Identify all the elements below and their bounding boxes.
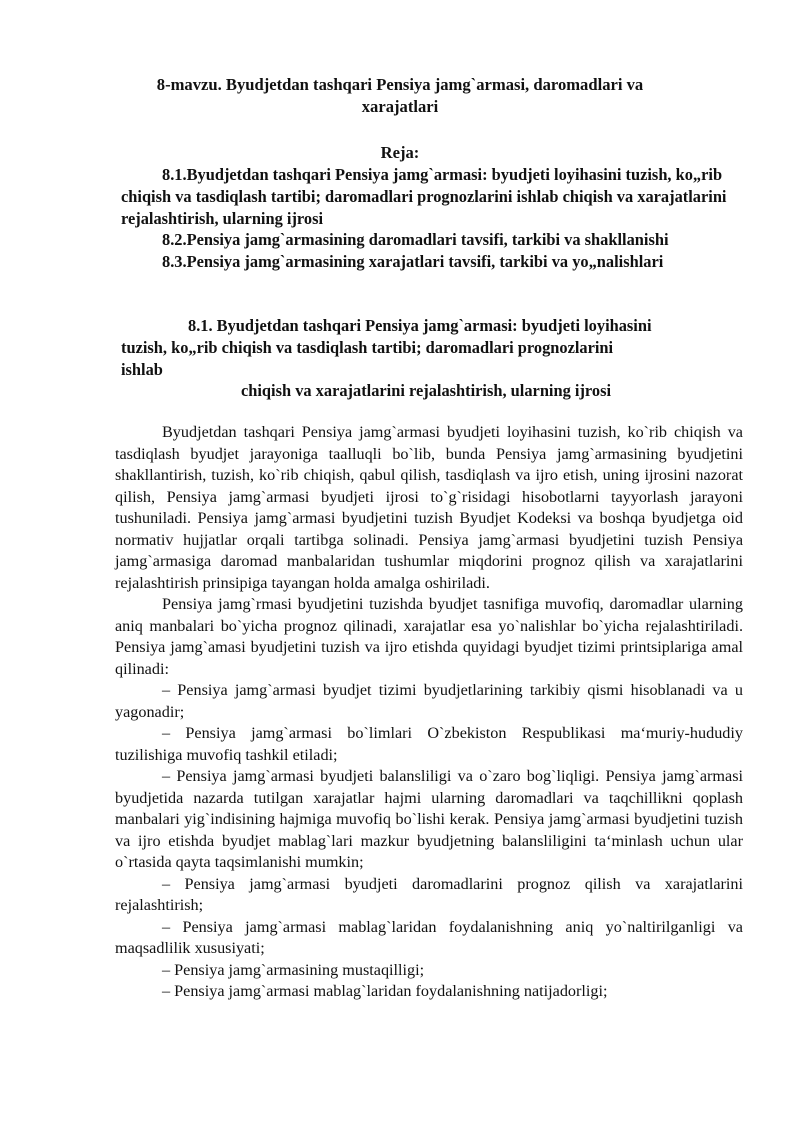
- plan-list: [121, 164, 746, 273]
- section-heading-line-1: 8.1. Byudjetdan tashqari Pensiya jamg`armasi: byudjeti loyihasini: [188, 316, 652, 335]
- principle-list-item: – Pensiya jamg`armasining mustaqilligi;: [162, 960, 425, 979]
- section-heading-line-3: ishlab: [121, 359, 163, 379]
- section-heading: [121, 315, 721, 402]
- plan-item-3: 8.3.Pensiya jamg`armasining xarajatlari tavsifi, tarkibi va yo„nalishlari: [162, 252, 664, 272]
- principle-list-item: – Pensiya jamg`armasi byudjeti daromadlarini prognoz qilish va xarajatlarini rejalashtirish;: [115, 874, 743, 914]
- body-paragraph: Pensiya jamg`rmasi byudjetini tuzishda byudjet tasnifiga muvofiq, daromadlar ularning aniq manbalari bo`yicha prognoz qilinadi, xarajatlar esa yo`nalishlar bo`yicha rejalashtiriladi. Pensiya jamg`amasi byudjetini tuzish va ijro etishda quyidagi byudjet tizimi printsiplariga amal qilinadi:: [115, 595, 743, 678]
- plan-item-1: 8.1.Byudjetdan tashqari Pensiya jamg`armasi: byudjeti loyihasini tuzish, ko„rib chiqish va tasdiqlash tartibi; daromadlari prognozlarini ishlab chiqish va xarajatlarini rejalashtirish, ularning ijrosi: [121, 165, 727, 228]
- principle-list-item: – Pensiya jamg`armasi byudjeti balansliligi va o`zaro bog`liqligi. Pensiya jamg`armasi byudjetida nazarda tutilgan xarajatlar hajmi ularning daromadlari va taqchillikni qoplash manbalari yig`indisining hajmiga muvofiq bo`lishi kerak. Pensiya jamg`armasi byudjetini tuzish va ijro etishda byudjet mablag`lari mazkur byudjetning balansliligini ta‘minlash uchun ular o`rtasida qayta taqsimlanishi mumkin;: [115, 767, 743, 871]
- principle-list-item: – Pensiya jamg`armasi mablag`laridan foydalanishning aniq yo`naltirilganligi va maqsadlilik xususiyati;: [115, 917, 743, 957]
- section-heading-line-2: tuzish, ko„rib chiqish va tasdiqlash tartibi; daromadlari prognozlarini: [121, 337, 614, 357]
- section-body: [115, 422, 743, 1003]
- section-heading-line-4: chiqish va xarajatlarini rejalashtirish, ularning ijrosi: [240, 381, 612, 401]
- body-paragraph: Byudjetdan tashqari Pensiya jamg`armasi byudjeti loyihasini tuzish, ko`rib chiqish va tasdiqlash byudjet jarayoniga taalluqli bo`lib, bunda Pensiya jamg`armasining byudjetini shakllantirish, tuzish, ko`rib chiqish, qabul qilish, tasdiqlash va ijro etish, uning ijrosini nazorat qilish, Pensiya jamg`armasi byudjeti ijrosi to`g`risidagi hisobotlarni tayyorlash jarayoni tushuniladi. Pensiya jamg`armasi byudjetini tuzish Byudjet Kodeksi va boshqa byudjetga oid normativ hujjatlar orqali tartibga solinadi. Pensiya jamg`armasi byudjetini tuzish Pensiya jamg`armasiga daromad manbalaridan tushumlar miqdorini prognoz qilish va xarajatlarini rejalashtirish prinsipiga tayangan holda amalga oshiriladi.: [115, 423, 743, 592]
- title-line-1: 8-mavzu. Byudjetdan tashqari Pensiya jamg`armasi, daromadlari va: [156, 75, 644, 94]
- plan-heading: Reja:: [380, 143, 420, 162]
- principle-list-item: – Pensiya jamg`armasi byudjet tizimi byudjetlarining tarkibiy qismi hisoblanadi va u yagonadir;: [115, 681, 743, 721]
- principle-list-item: – Pensiya jamg`armasi mablag`laridan foydalanishning natijadorligi;: [162, 982, 608, 1000]
- document-title: [120, 74, 680, 118]
- principle-list-item: – Pensiya jamg`armasi bo`limlari O`zbekiston Respublikasi ma‘muriy-hududiy tuzilishiga muvofiq tashkil etiladi;: [115, 724, 743, 764]
- plan-item-2: 8.2.Pensiya jamg`armasining daromadlari tavsifi, tarkibi va shakllanishi: [162, 230, 669, 250]
- title-line-2: xarajatlari: [361, 97, 439, 116]
